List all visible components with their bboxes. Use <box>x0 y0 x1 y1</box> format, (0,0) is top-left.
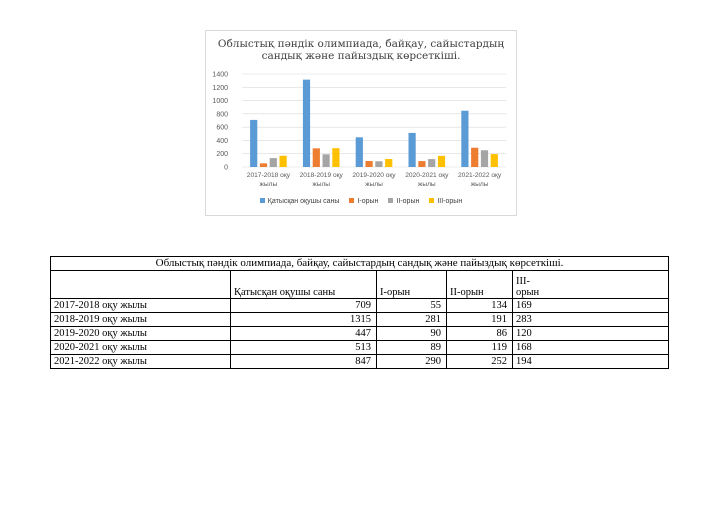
y-tick-label: 1200 <box>212 84 228 92</box>
table-cell: 194 <box>513 355 669 369</box>
y-tick-label: 1400 <box>212 71 228 79</box>
table-row <box>51 313 669 327</box>
table-cell: 191 <box>447 313 513 327</box>
legend-swatch <box>260 198 265 203</box>
bar-ii--2 <box>375 161 382 167</box>
bar-i--4 <box>471 148 478 167</box>
table-cell: 283 <box>513 313 669 327</box>
legend-item <box>260 198 340 205</box>
bar-ii--3 <box>428 159 435 167</box>
table-header-row <box>51 271 669 299</box>
data-table <box>50 256 669 369</box>
y-tick-label: 400 <box>216 137 228 145</box>
x-tick-label: жылы <box>365 181 383 188</box>
legend-item <box>349 198 378 205</box>
x-tick-label: жылы <box>312 181 331 188</box>
table-cell: 513 <box>231 341 377 355</box>
legend-label: Қатысқан оқушы саны <box>267 198 340 205</box>
x-tick-label: жылы <box>259 181 278 188</box>
column-header <box>51 271 231 299</box>
table-cell: 1315 <box>231 313 377 327</box>
legend-swatch <box>429 198 434 203</box>
bar---4 <box>461 111 468 167</box>
bar---3 <box>409 133 416 167</box>
table-row <box>51 355 669 369</box>
table-cell: 281 <box>377 313 447 327</box>
chart-legend <box>206 198 516 205</box>
table-cell: 169 <box>513 299 669 313</box>
bar-ii--1 <box>323 154 330 167</box>
table-row <box>51 327 669 341</box>
legend-label: I-орын <box>357 198 379 205</box>
x-tick-label: 2021-2022 оқу <box>457 172 502 179</box>
legend-item <box>429 198 462 205</box>
table-cell: 90 <box>377 327 447 341</box>
y-tick-label: 1000 <box>212 98 228 106</box>
bar---2 <box>356 137 363 167</box>
table-title: Облыстық пәндік олимпиада, байқау, сайыстардың сандық және пайыздық көрсеткіші. <box>51 257 669 271</box>
column-header: I-орын <box>377 271 447 299</box>
table-cell: 119 <box>447 341 513 355</box>
bar---1 <box>303 80 310 167</box>
table-cell: 252 <box>447 355 513 369</box>
bar-iii--1 <box>332 148 339 167</box>
table-cell: 447 <box>231 327 377 341</box>
column-header: Қатысқан оқушы саны <box>231 271 377 299</box>
y-tick-label: 800 <box>216 111 228 119</box>
bar-i--0 <box>260 163 267 167</box>
table-cell: 89 <box>377 341 447 355</box>
x-tick-label: 2019-2020 оқу <box>352 172 396 179</box>
bar-i--2 <box>366 161 373 167</box>
table-row <box>51 299 669 313</box>
column-header: II-орын <box>447 271 513 299</box>
x-tick-label: 2017-2018 оқу <box>246 172 291 179</box>
row-label: 2018-2019 оқу жылы <box>51 313 231 327</box>
bar-i--1 <box>313 148 320 167</box>
row-label: 2019-2020 оқу жылы <box>51 327 231 341</box>
y-tick-label: 200 <box>216 151 228 159</box>
chart-title: Облыстық пәндік олимпиада, байқау, сайыстардың сандық және пайыздық көрсеткіші. <box>217 38 505 62</box>
x-tick-label: 2018-2019 оқу <box>299 172 343 179</box>
legend-swatch <box>349 198 354 203</box>
bar-chart <box>206 31 516 215</box>
row-label: 2020-2021 оқу жылы <box>51 341 231 355</box>
bar-iii--3 <box>438 156 445 167</box>
x-tick-label: 2020-2021 оқу <box>405 172 449 179</box>
bar-ii--0 <box>270 158 277 167</box>
bar-iii--2 <box>385 159 392 167</box>
bar-i--3 <box>418 161 425 167</box>
chart-panel <box>205 30 517 216</box>
table-cell: 120 <box>513 327 669 341</box>
table-cell: 55 <box>377 299 447 313</box>
table-cell: 847 <box>231 355 377 369</box>
table-cell: 86 <box>447 327 513 341</box>
table-cell: 709 <box>231 299 377 313</box>
column-header: III- орын <box>513 271 669 299</box>
table-cell: 168 <box>513 341 669 355</box>
table-row <box>51 341 669 355</box>
legend-label: II-орын <box>396 198 420 205</box>
bar---0 <box>250 120 257 167</box>
bar-iii--4 <box>491 154 498 167</box>
y-tick-label: 0 <box>224 164 228 172</box>
bar-ii--4 <box>481 150 488 167</box>
x-tick-label: жылы <box>470 181 489 188</box>
row-label: 2021-2022 оқу жылы <box>51 355 231 369</box>
y-tick-label: 600 <box>216 124 228 132</box>
x-tick-label: жылы <box>417 181 436 188</box>
legend-label: III-орын <box>437 198 463 205</box>
bar-iii--0 <box>280 156 287 167</box>
legend-swatch <box>388 198 393 203</box>
table-cell: 290 <box>377 355 447 369</box>
legend-item <box>388 198 419 205</box>
table-cell: 134 <box>447 299 513 313</box>
row-label: 2017-2018 оқу жылы <box>51 299 231 313</box>
